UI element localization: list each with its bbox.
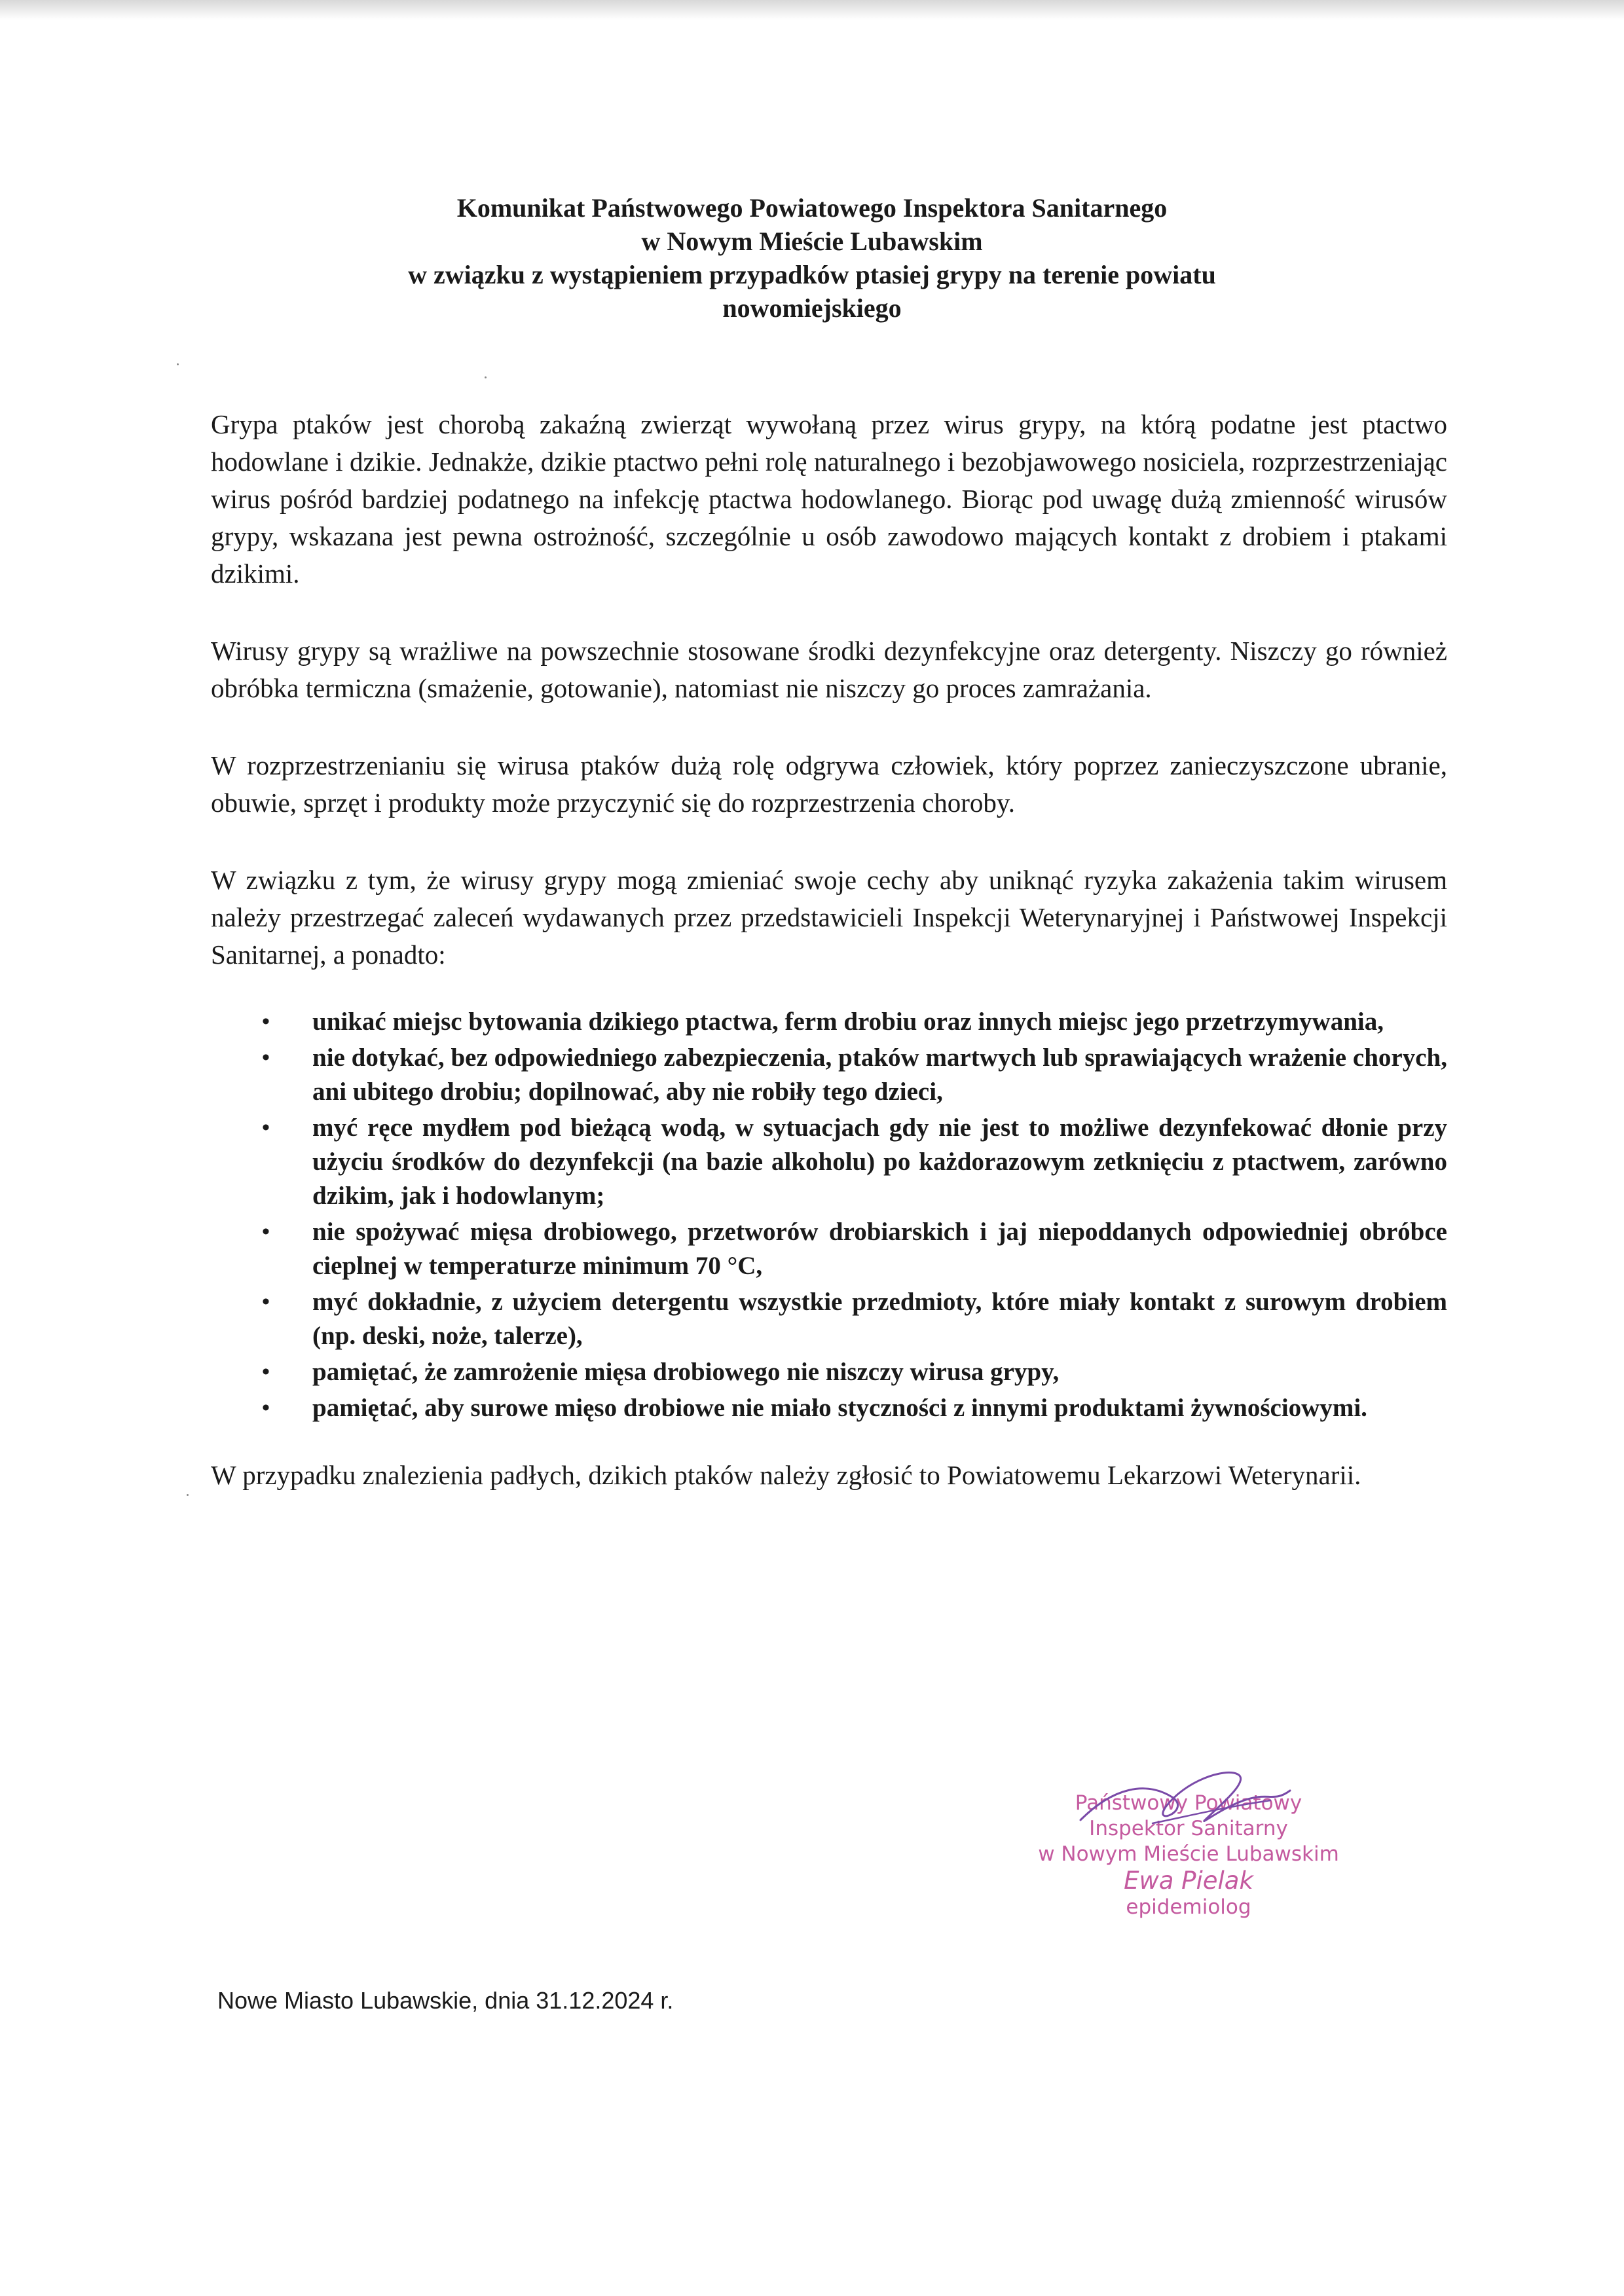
- scan-top-edge: [0, 0, 1624, 20]
- list-item: • pamiętać, aby surowe mięso drobiowe nie miało styczności z innymi produktami żywnościowymi.: [211, 1391, 1447, 1425]
- document-title: [262, 191, 1362, 325]
- stamp-line: Państwowy Powiatowy: [1075, 1791, 1302, 1815]
- list-item: • myć ręce mydłem pod bieżącą wodą, w sytuacjach gdy nie jest to możliwe dezynfekować dłonie przy użyciu środków do dezynfekcji (na bazie alkoholu) po każdorazowym zetknięciu z ptactwem, zarówno dzikim, jak i hodowlanym;: [211, 1111, 1447, 1213]
- list-item: • nie dotykać, bez odpowiedniego zabezpieczenia, ptaków martwych lub sprawiających wrażenie chorych, ani ubitego drobiu; dopilnować, aby nie robiły tego dzieci,: [211, 1041, 1447, 1109]
- paragraph-disinfection: Wirusy grypy są wrażliwe na powszechnie stosowane środki dezynfekcyjne oraz detergenty. Niszczy go również obróbka termiczna (smażenie, gotowanie), natomiast nie niszczy go proces zamrażania.: [211, 636, 1447, 703]
- list-item: • pamiętać, że zamrożenie mięsa drobiowego nie niszczy wirusa grypy,: [211, 1355, 1447, 1389]
- stamp-line: w Nowym Mieście Lubawskim: [1038, 1842, 1339, 1866]
- bullet-icon: •: [262, 1360, 270, 1384]
- paragraph-closing: W przypadku znalezienia padłych, dzikich ptaków należy zgłosić to Powiatowemu Lekarzowi Weterynarii.: [211, 1460, 1361, 1490]
- title-line: Komunikat Państwowego Powiatowego Inspektora Sanitarnego: [456, 193, 1168, 223]
- title-line: w związku z wystąpieniem przypadków ptasiej grypy na terenie powiatu: [408, 260, 1216, 289]
- recommendation-list: [211, 1005, 1447, 1425]
- document-body: [211, 406, 1447, 1494]
- scan-speck: [485, 376, 487, 378]
- bullet-icon: •: [262, 1010, 270, 1034]
- bullet-icon: •: [262, 1116, 270, 1140]
- bullet-icon: •: [262, 1046, 270, 1070]
- scan-speck: [177, 363, 179, 365]
- stamp-name: Ewa Pielak: [1124, 1867, 1253, 1895]
- list-item: • unikać miejsc bytowania dzikiego ptactwa, ferm drobiu oraz innych miejsc jego przetrzymywania,: [211, 1005, 1447, 1039]
- stamp-line: Inspektor Sanitarny: [1089, 1817, 1288, 1840]
- bullet-icon: •: [262, 1396, 270, 1420]
- scan-speck: [187, 1494, 189, 1496]
- stamp-role: epidemiolog: [1126, 1895, 1251, 1919]
- title-line: nowomiejskiego: [722, 293, 902, 323]
- paragraph-spread: W rozprzestrzenianiu się wirusa ptaków dużą rolę odgrywa człowiek, który poprzez zanieczyszczone ubranie, obuwie, sprzęt i produkty może przyczynić się do rozprzestrzenia choroby.: [211, 750, 1447, 818]
- title-line: w Nowym Mieście Lubawskim: [641, 227, 983, 256]
- list-item: • nie spożywać mięsa drobiowego, przetworów drobiarskich i jaj niepoddanych odpowiedniej obróbce cieplnej w temperaturze minimum 70 °C,: [211, 1215, 1447, 1283]
- bullet-icon: •: [262, 1220, 270, 1244]
- list-item: • myć dokładnie, z użyciem detergentu wszystkie przedmioty, które miały kontakt z surowym drobiem (np. deski, noże, talerze),: [211, 1285, 1447, 1353]
- document-date: Nowe Miasto Lubawskie, dnia 31.12.2024 r.: [217, 1987, 674, 2014]
- handwritten-signature: [1074, 1761, 1310, 1853]
- bullet-icon: •: [262, 1290, 270, 1314]
- paragraph-recommendations: W związku z tym, że wirusy grypy mogą zmieniać swoje cechy aby uniknąć ryzyka zakażenia takim wirusem należy przestrzegać zaleceń wydawanych przez przedstawicieli Inspekcji Weterynaryjnej i Państwowej Inspekcji Sanitarnej, a ponadto:: [211, 865, 1447, 970]
- paragraph-intro: Grypa ptaków jest chorobą zakaźną zwierząt wywołaną przez wirus grypy, na którą podatne jest ptactwo hodowlane i dzikie. Jednakże, dzikie ptactwo pełni rolę naturalnego i bezobjawowego nosiciela, rozprzestrzeniając wirus pośród bardziej podatnego na infekcję ptactwa hodowlanego. Biorąc pod uwagę dużą zmienność wirusów grypy, wskazana jest pewna ostrożność, szczególnie u osób zawodowo mających kontakt z drobiem i ptakami dzikimi.: [211, 409, 1447, 589]
